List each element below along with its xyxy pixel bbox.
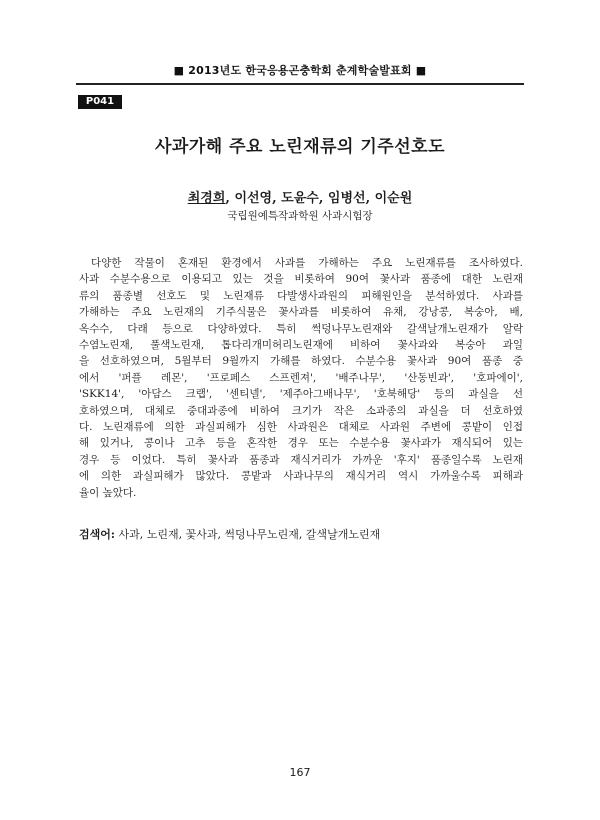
abstract-line: 류의 품종별 선호도 및 노린재류 다발생사과원의 피해원인을 분석하였다. 사과를 xyxy=(79,289,523,302)
affiliation: 국립원예특작과학원 사과시험장 xyxy=(227,210,373,222)
conference-header: ■ 2013년도 한국응용곤충학회 춘계학술발표회 ■ xyxy=(173,64,427,77)
abstract-line: 'SKK14', '아담스 크랩', '센티넬', '제주아그배나무', '호북해당' 등의 과실을 선 xyxy=(79,388,523,401)
page-number: 167 xyxy=(289,766,311,779)
abstract-line: 다양한 작물이 혼재된 환경에서 사과를 가해하는 주요 노린재류를 조사하였다. xyxy=(91,257,523,269)
abstract-line: 수염노린재, 풀색노린재, 톱다리개미허리노린재에 비하여 꽃사과와 복숭아 과일 xyxy=(79,339,523,352)
keywords-text: 사과, 노린재, 꽃사과, 썩덩나무노린재, 갈색날개노린재 xyxy=(114,528,381,541)
abstract-line: 옥수수, 다래 등으로 다양하였다. 특히 썩덩나무노린재와 갈색날개노린재가 알락 xyxy=(79,322,523,335)
author-list xyxy=(0,187,600,206)
abstract-body xyxy=(79,255,523,501)
keywords-label: 검색어: xyxy=(79,528,115,541)
poster-id-badge: P041 xyxy=(78,95,122,109)
abstract-line: 해 있거나, 콩이나 고추 등을 혼작한 경우 또는 수분수용 꽃사과가 재식되어 있는 xyxy=(79,437,523,450)
abstract-line: 사과 수분수용으로 이용되고 있는 것을 비롯하여 90여 꽃사과 품종에 대한 노린재 xyxy=(79,273,523,286)
abstract-line: 을 선호하였으며, 5월부터 9월까지 가해를 하였다. 수분수용 꽃사과 90여 품종 중 xyxy=(79,355,523,368)
abstract-line: 율이 높았다. xyxy=(79,486,137,499)
abstract-line: 가해하는 주요 노린재의 기주식물은 꽃사과를 비롯하여 유채, 강낭콩, 복숭아, 배, xyxy=(79,306,523,319)
abstract-line: 다. 노린재류에 의한 과실피해가 심한 사과원은 대체로 사과원 주변에 콩밭이 인접 xyxy=(79,421,523,434)
paper-title: 사과가해 주요 노린재류의 기주선호도 xyxy=(154,137,445,157)
co-authors: , 이선영, 도윤수, 임병선, 이순원 xyxy=(225,191,413,206)
header-rule xyxy=(76,83,524,85)
keywords xyxy=(79,526,523,542)
abstract-line: 에 의한 과실피해가 많았다. 콩밭과 사과나무의 재식거리 역시 가까울수록 피해과 xyxy=(79,470,523,483)
presenting-author: 최경희 xyxy=(187,191,226,206)
abstract-line: 경우 등 이었다. 특히 꽃사과 품종과 재식거리가 가까운 '후지' 품종일수록 노린재 xyxy=(79,453,523,466)
abstract-line: 호하였으며, 대체로 중대과종에 비하여 크기가 작은 소과종의 과실을 더 선호하였 xyxy=(79,404,523,417)
abstract-line: 에서 '퍼플 레몬', '프로페스 스프렌져', '배주나무', '산동빈과', '호파에이', xyxy=(79,371,523,384)
